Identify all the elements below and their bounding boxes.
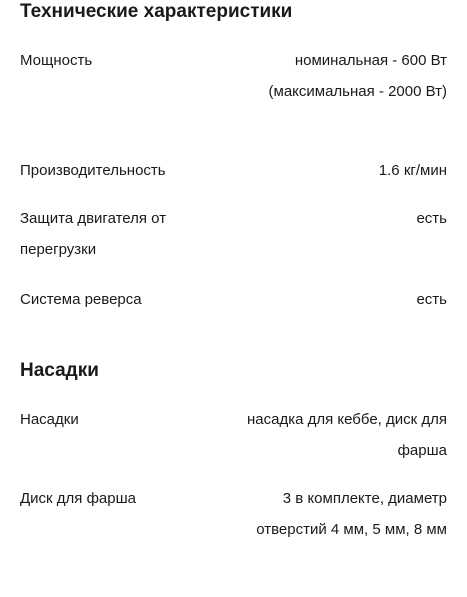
spec-value: 1.6 кг/мин [378,162,447,179]
section-title-specs: Технические характеристики [20,1,293,22]
spec-value: насадка для кеббе, диск для фарша [246,411,447,459]
spec-value: номинальная - 600 Вт (максимальная - 2000 Вт) [268,52,447,100]
spec-label: Производительность [20,162,166,179]
spec-label: Система реверса [20,291,142,308]
spec-value: есть [416,291,447,308]
spec-label: Мощность [20,52,93,69]
spec-value: 3 в комплекте, диаметр отверстий 4 мм, 5 мм, 8 мм [256,490,447,538]
spec-label: Диск для фарша [20,490,136,507]
section-title-attachments: Насадки [20,360,99,381]
spec-value: есть [416,210,447,227]
spec-label: Защита двигателя от перегрузки [20,210,167,258]
spec-label: Насадки [20,411,79,428]
